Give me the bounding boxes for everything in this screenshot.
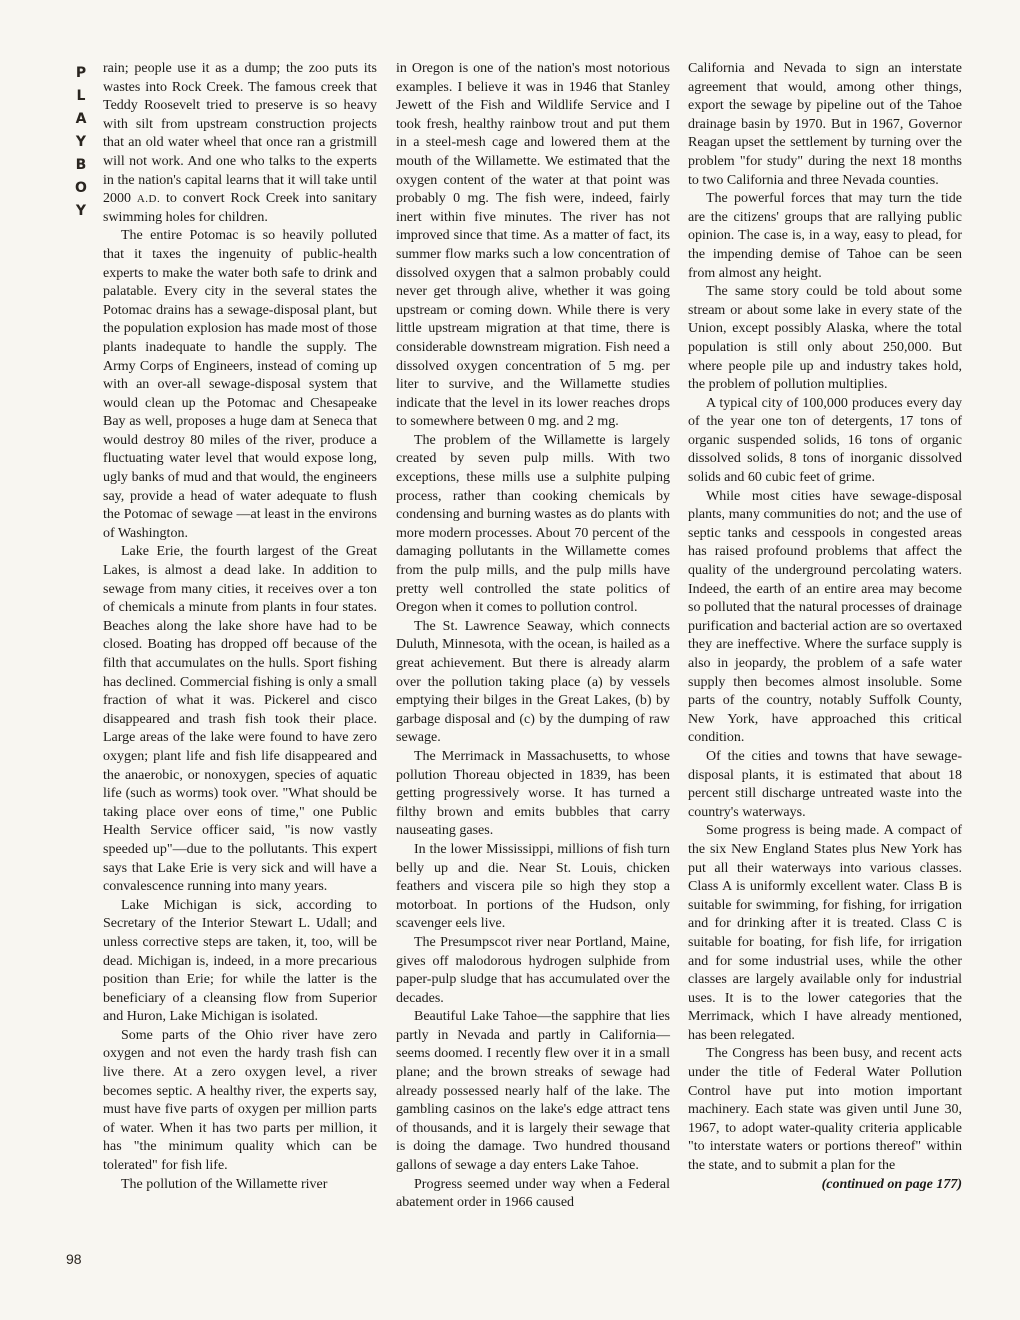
paragraph: Some progress is being made. A compact of the six New England States plus New York has put all their waterways into various classes. Class A is uniformly excellent water. Class B is suitable for swimming, for fishing, for irrigation and for drinking after it is treated. Class C is suitable for boating, for fish life, for irrigation and for some industrial uses, while the other classes are largely available only for industrial uses. It is to the lower categories that the Merrimack, which I have already mentioned, has been relegated. bbox=[688, 823, 962, 1043]
masthead-letter: P bbox=[75, 65, 87, 81]
paragraph: Of the cities and towns that have sewage-disposal plants, it is estimated that about 18 percent still discharge untreated waste into the country's waterways. bbox=[688, 748, 962, 820]
paragraph: Some parts of the Ohio river have zero oxygen and not even the hardy trash fish can live there. At a zero oxygen level, a river becomes septic. A healthy river, the experts say, must have five parts of oxygen per million parts of water. When it has two parts per million, it has "the minimum quality which can be tolerated" for fish life. bbox=[103, 1027, 377, 1174]
paragraph: The powerful forces that may turn the tide are the citizens' groups that are rallying public opinion. The case is, in a way, easy to plead, for the impending demise of Tahoe can be seen from almost any height. bbox=[688, 191, 962, 281]
paragraph: in Oregon is one of the nation's most notorious examples. I believe it was in 1946 that Stanley Jewett of the Fish and Wildlife Service and I took fresh, healthy rainbow trout and put them in a steel-mesh cage and lowered them at the mouth of the Willamette. We estimated that the oxygen content of the water at that point was probably 0 mg. The fish were, indeed, fairly inert within five minutes. The river has not improved since that time. As a matter of fact, its summer flow marks such a low concentration of dissolved oxygen that a salmon probably could never get through alive, whether it was going upstream or coming down. While there is very little upstream migration at that time, there is considerable downstream migration. Fish need a dissolved oxygen concentration of 5 mg. per liter to survive, and the Willamette studies indicate that the level in its lower reaches drops to somewhere between 0 mg. and 2 mg. bbox=[396, 61, 670, 430]
masthead-letter: B bbox=[75, 157, 87, 173]
paragraph: The St. Lawrence Seaway, which connects Duluth, Minnesota, with the ocean, is hailed as a great achievement. But there is already alarm over the pollution taking place (a) by vessels emptying their bilges in the Great Lakes, (b) by garbage disposal and (c) by the dumping of raw sewage. bbox=[396, 618, 670, 746]
paragraph: The Merrimack in Massachusetts, to whose pollution Thoreau objected in 1839, has been getting progressively worse. It has turned a filthy brown and emits bubbles that carry nauseating gases. bbox=[396, 748, 670, 839]
paragraph: Beautiful Lake Tahoe—the sapphire that lies partly in Nevada and partly in California—seems doomed. I recently flew over it in a small plane; and the brown streaks of sewage had already possessed nearly half of the lake. The gambling casinos on the lake's edge attract tens of thousands, and it is largely their sewage that is doing the damage. Two hundred thousand gallons of sewage a day enters Lake Tahoe. bbox=[396, 1009, 670, 1174]
paragraph: While most cities have sewage-disposal plants, many communities do not; and the use of septic tanks and cesspools in congested areas has raised profound problems that affect the quality of the underground percolating waters. Indeed, the earth of an entire area may become so polluted that the natural processes of drainage purification and bacterial action are so overtaxed they are ineffective. Where the surface supply is also in jeopardy, the problem of a safe water supply then becomes almost insoluble. Some parts of the country, notably Suffolk County, New York, have approached this critical condition. bbox=[688, 488, 962, 746]
paragraph bbox=[103, 60, 377, 227]
text-column-2 bbox=[396, 60, 670, 1213]
paragraph: The entire Potomac is so heavily polluted that it taxes the ingenuity of public-health experts to make the water both safe to drink and palatable. Every city in the several states the Potomac drains has a sewage-disposal plant, but the population explosion has made most of those plants inadequate to handle the supply. The Army Corps of Engineers, instead of coming up with an over-all sewage-disposal system that would clean up the Potomac and Chesapeake Bay as well, proposes a huge dam at Seneca that would destroy 80 miles of the river, produce a fluctuating water level that would expose long, ugly banks of mud and that would, the engineers say, provide a head of water adequate to flush the Potomac of sewage —at least in the environs of Washington. bbox=[103, 228, 377, 541]
paragraph: In the lower Mississippi, millions of fish turn belly up and die. Near St. Louis, chicken feathers and viscera pile so high they stop a motorboat. In portions of the Hudson, only scavenger eels live. bbox=[396, 841, 670, 932]
paragraph: The Congress has been busy, and recent acts under the title of Federal Water Pollution Control have put into motion important machinery. Each state was given until June 30, 1967, to adopt water-quality criteria applicable "to interstate waters or portions thereof" within the state, and to submit a plan for the bbox=[688, 1046, 962, 1174]
paragraph: The same story could be told about some stream or about some lake in every state of the Union, except possibly Alaska, where the total population is still only about 250,000. But where people pile up and industry takes hold, the problem of pollution multiplies. bbox=[688, 284, 962, 393]
paragraph-text: to convert Rock Creek into sanitary swimming holes for children. bbox=[103, 191, 378, 225]
paragraph: Lake Michigan is sick, according to Secretary of the Interior Stewart L. Udall; and unless corrective steps are taken, it, too, will be dead. Michigan is, indeed, in a more precarious position than Erie; for while the latter is the beneficiary of a cleansing flow from Superior and Huron, Lake Michigan is isolated. bbox=[103, 897, 377, 1025]
paragraph-text: rain; people use it as a dump; the zoo puts its wastes into Rock Creek. The famous creek that Teddy Roosevelt tried to preserve is so heavy with silt from upstream construction projects that an old water wheel that once ran a gristmill will not work. And one who talks to the experts in the nation's capital learns that it will take until 2000 bbox=[103, 61, 377, 207]
paragraph: Progress seemed under way when a Federal abatement order in 1966 caused bbox=[396, 1176, 670, 1211]
paragraph: California and Nevada to sign an interstate agreement that would, among other things, export the sewage by pipeline out of the Tahoe drainage basin by 1970. But in 1967, Governor Reagan upset the settlement by turning over the problem "for study" during the next 18 months to two California and three Nevada counties. bbox=[688, 61, 962, 188]
paragraph: The problem of the Willamette is largely created by seven pulp mills. With two exceptions, these mills use a sulphite pulping process, rather than cooking chemicals by condensing and burning wastes as do plants with more modern processes. About 70 percent of the damaging pollutants in the Willamette comes from the pulp mills, and the pulp mills have pretty well controlled the state politics of Oregon when it comes to pollution control. bbox=[396, 432, 670, 616]
magazine-masthead bbox=[68, 62, 94, 223]
era-abbreviation: A.D. bbox=[136, 193, 161, 206]
text-column-3 bbox=[688, 60, 962, 1194]
masthead-letter: L bbox=[76, 88, 86, 104]
masthead-letter: Y bbox=[75, 134, 87, 150]
text-column-1 bbox=[103, 60, 377, 1194]
masthead-letter: Y bbox=[75, 203, 87, 219]
paragraph: Lake Erie, the fourth largest of the Great Lakes, is almost a dead lake. In addition to sewage from many cities, it receives over a ton of chemicals a minute from plants in four states. Beaches along the lake shore have had to be closed. Boating has dropped off because of the filth that accumulates on the hulls. Sport fishing has declined. Commercial fishing is only a small fraction of what it was. Pickerel and cisco disappeared and trash fish took their place. Large areas of the lake were found to have zero oxygen; plant life and fish life disappeared and the anaerobic, or nonoxygen, species of aquatic life (such as worms) took over. "What should be taking place over eons of time," one Public Health Service officer said, "is now vastly speeded up"—due to the pollutants. This expert says that Lake Erie is very sick and will have a convalescence running into many years. bbox=[103, 544, 377, 895]
page-number: 98 bbox=[66, 1251, 82, 1267]
masthead-letter: O bbox=[75, 180, 87, 196]
paragraph: The pollution of the Willamette river bbox=[121, 1176, 328, 1192]
paragraph: The Presumpscot river near Portland, Maine, gives off malodorous hydrogen sulphide from paper-pulp sludge that has accumulated over the decades. bbox=[396, 934, 670, 1006]
paragraph: A typical city of 100,000 produces every day of the year one ton of detergents, 17 tons of organic suspended solids, 16 tons of organic dissolved solids, 8 tons of inorganic dissolved solids and 60 cubic feet of grime. bbox=[688, 395, 962, 486]
masthead-letter: A bbox=[75, 111, 87, 127]
continued-on-page-note[interactable]: (continued on page 177) bbox=[821, 1176, 962, 1192]
